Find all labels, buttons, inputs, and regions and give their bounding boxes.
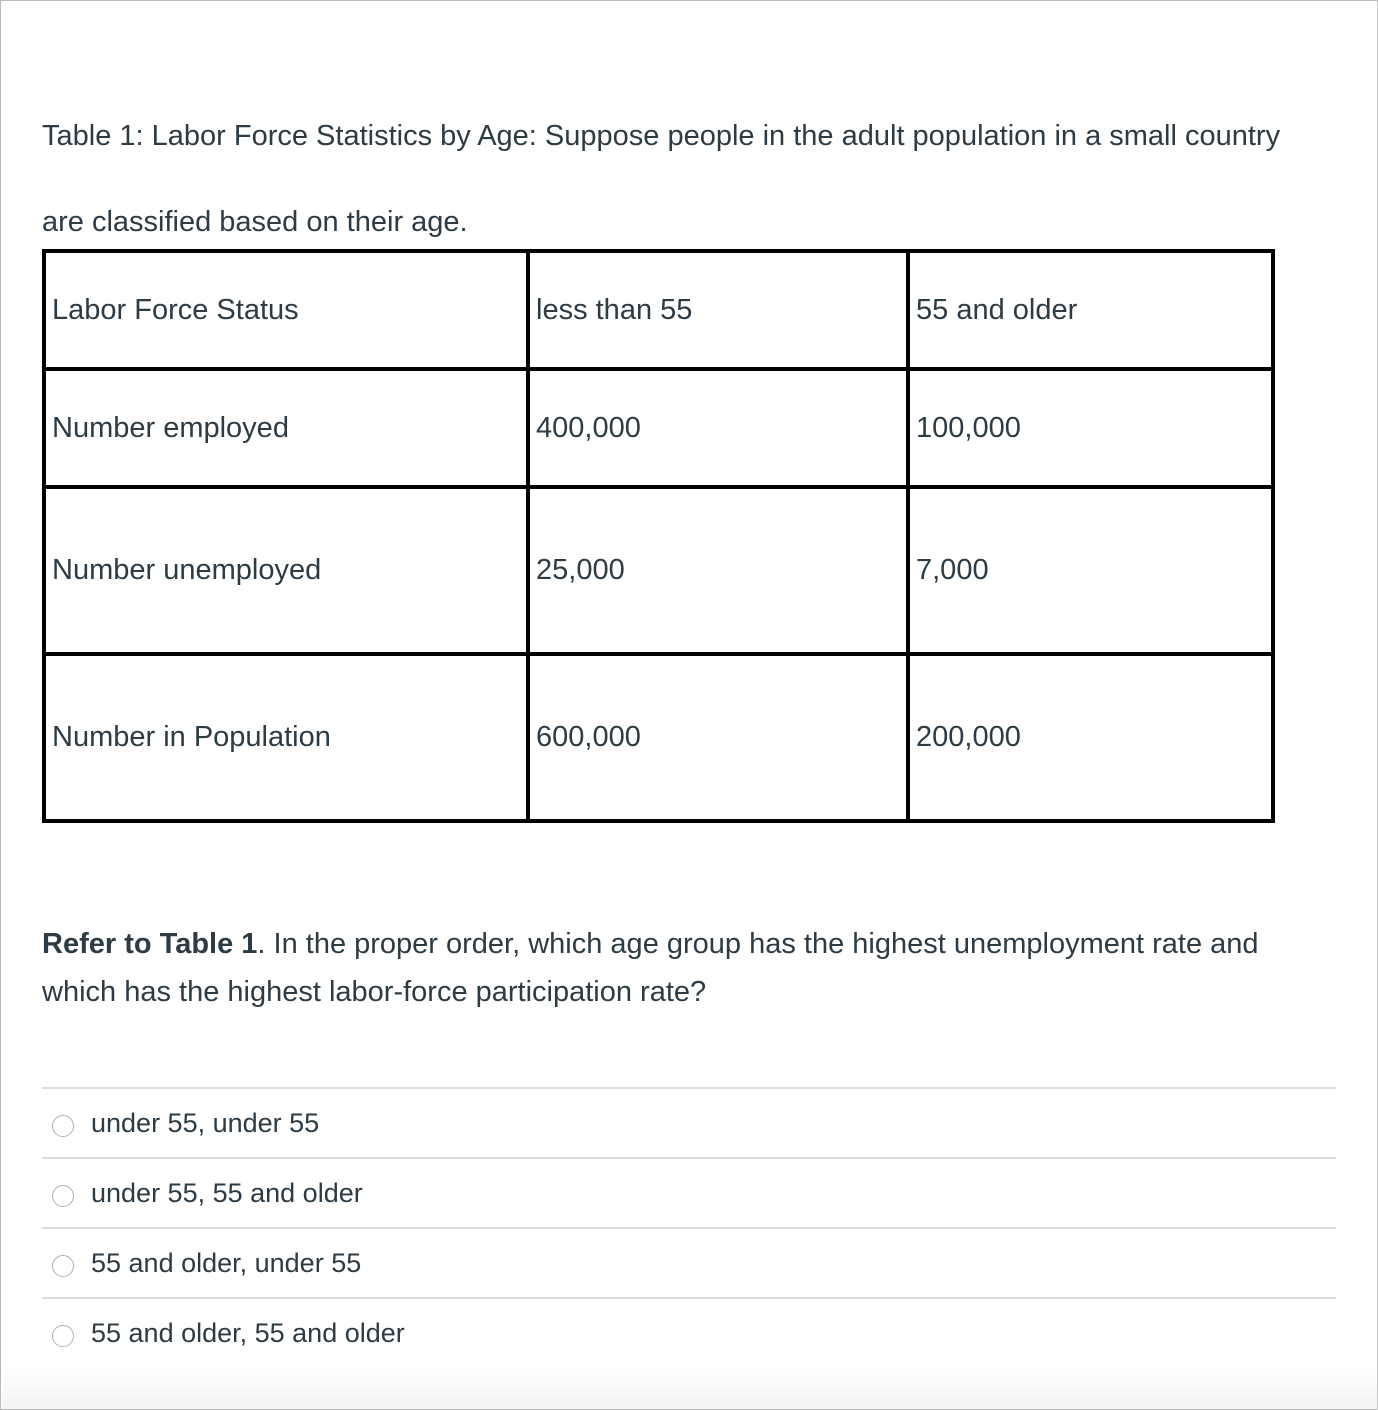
radio-button[interactable] [52, 1115, 74, 1137]
answer-option-3[interactable] [42, 1229, 1336, 1299]
bottom-shade [2, 1369, 1377, 1409]
table-cell: 55 and older [908, 251, 1273, 369]
answer-option-1[interactable] [42, 1089, 1336, 1159]
answer-list [42, 1087, 1336, 1367]
table-header-row [44, 251, 1273, 369]
table-cell: 200,000 [908, 654, 1273, 821]
table-row [44, 369, 1273, 487]
answer-label: 55 and older, 55 and older [91, 1317, 405, 1348]
table-cell: 100,000 [908, 369, 1273, 487]
table-cell: Number employed [44, 369, 528, 487]
answer-label: under 55, 55 and older [91, 1177, 363, 1208]
table-row [44, 487, 1273, 654]
table-cell: Labor Force Status [44, 251, 528, 369]
table-row [44, 654, 1273, 821]
table-cell: Number unemployed [44, 487, 528, 654]
table-cell: less than 55 [528, 251, 908, 369]
answer-option-4[interactable] [42, 1299, 1336, 1367]
labor-force-table [42, 249, 1275, 823]
table-cell: Number in Population [44, 654, 528, 821]
table-cell: 7,000 [908, 487, 1273, 654]
table-cell: 25,000 [528, 487, 908, 654]
question-body: . In the proper order, which age group has the highest unemployment rate and which has the highest labor-force participation rate? [42, 928, 1259, 1008]
table-reference: Refer to Table 1 [42, 928, 258, 960]
radio-button[interactable] [52, 1325, 74, 1347]
radio-button[interactable] [52, 1255, 74, 1277]
question-text [42, 920, 1332, 1016]
answer-option-2[interactable] [42, 1159, 1336, 1229]
table-cell: 600,000 [528, 654, 908, 821]
table-intro-text: Table 1: Labor Force Statistics by Age: Suppose people in the adult population in a small country are classified based on their age. [42, 120, 1281, 238]
answer-label: 55 and older, under 55 [91, 1247, 362, 1278]
answer-label: under 55, under 55 [91, 1107, 320, 1138]
table-cell: 400,000 [528, 369, 908, 487]
radio-button[interactable] [52, 1185, 74, 1207]
